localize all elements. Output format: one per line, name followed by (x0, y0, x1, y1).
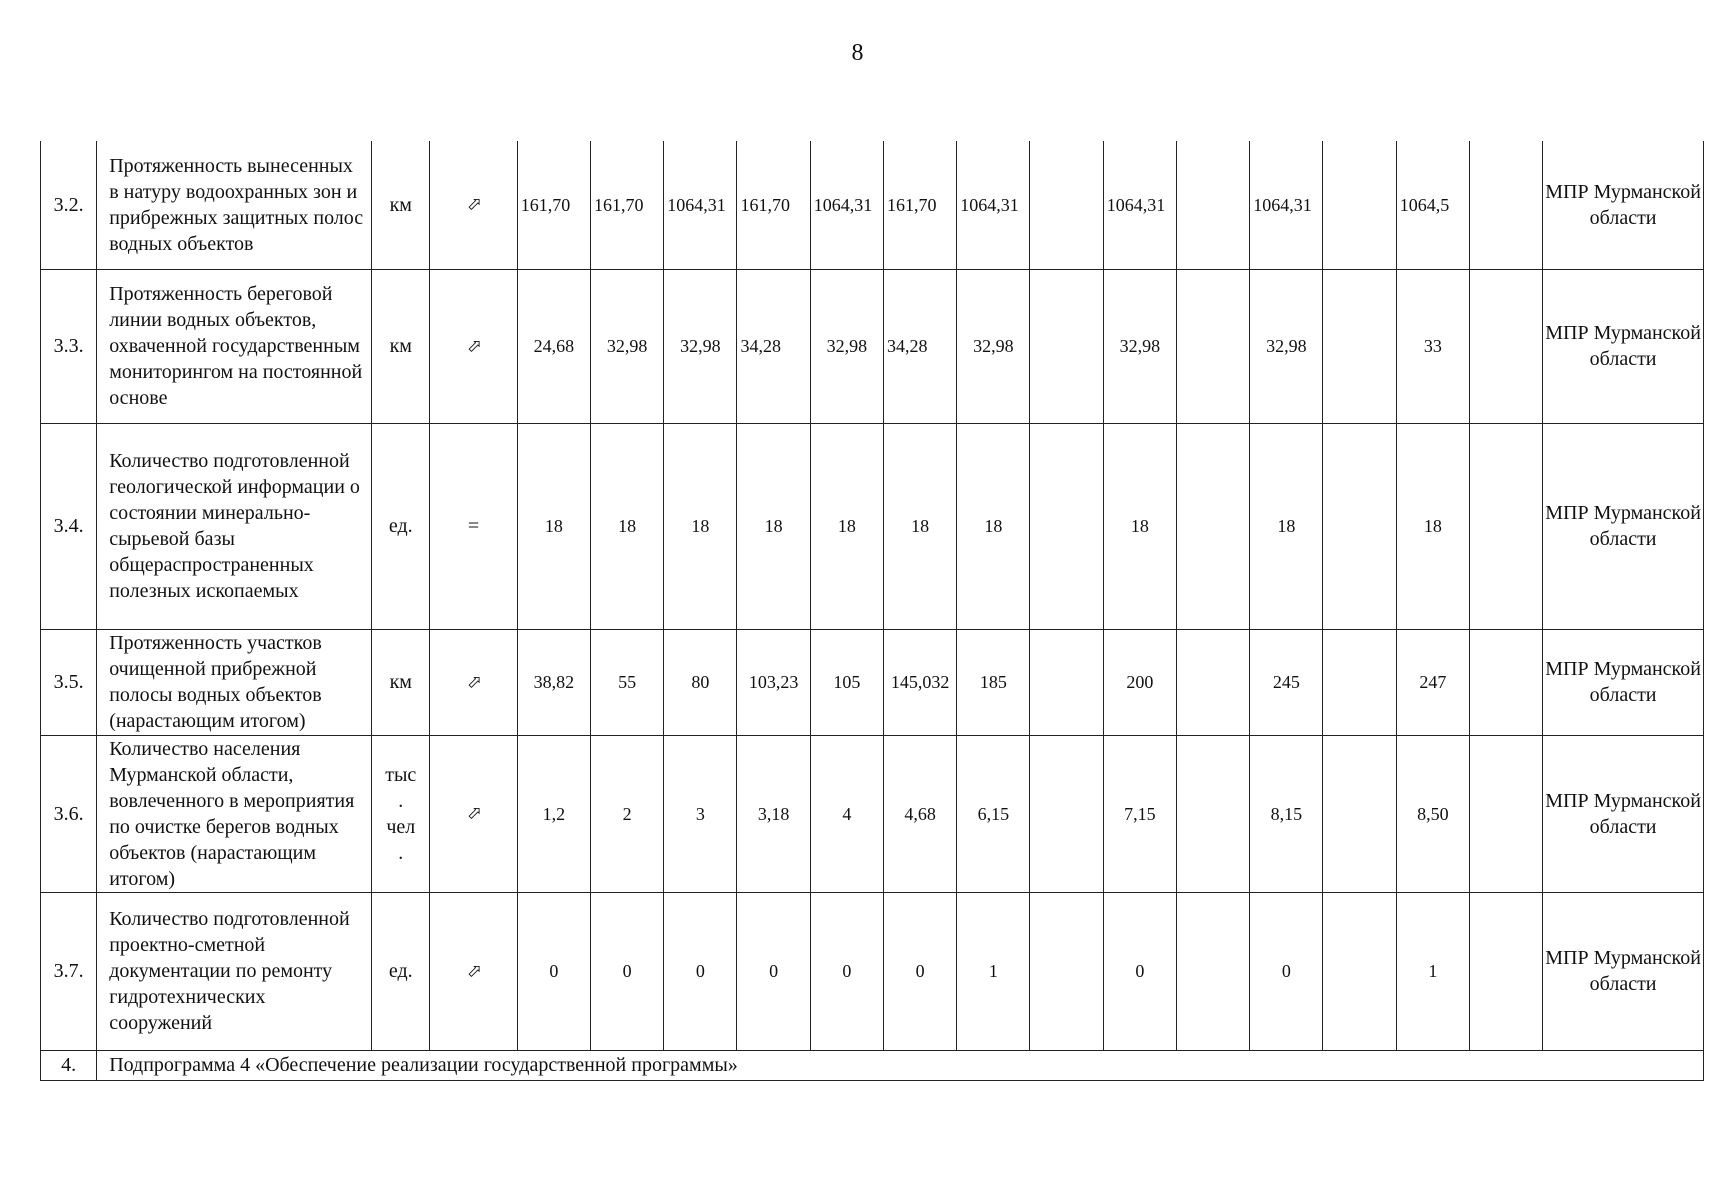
value-cell: 4,68 (883, 735, 956, 892)
value-cell: 6,15 (957, 735, 1030, 892)
trend-cell (430, 141, 517, 269)
value-cell (1469, 629, 1542, 735)
responsible: МПР Мурманской области (1543, 629, 1704, 735)
value-cell (1323, 892, 1396, 1050)
value-cell: 32,98 (957, 269, 1030, 423)
value-cell (1176, 269, 1249, 423)
trend-cell (430, 892, 517, 1050)
equals-icon: = (467, 515, 480, 537)
value-cell: 161,70 (883, 141, 956, 269)
indicator-name: Протяженность береговой линии водных объектов, охваченной государственным мониторингом на постоянной основе (97, 269, 372, 423)
value-cell: 18 (517, 423, 590, 629)
unit: км (372, 269, 430, 423)
trend-cell (430, 423, 517, 629)
value-cell: 161,70 (517, 141, 590, 269)
value-cell: 185 (957, 629, 1030, 735)
value-cell: 8,15 (1250, 735, 1323, 892)
value-cell: 7,15 (1103, 735, 1176, 892)
value-cell: 18 (883, 423, 956, 629)
value-cell: 103,23 (737, 629, 810, 735)
responsible: МПР Мурманской области (1543, 423, 1704, 629)
value-cell: 161,70 (737, 141, 810, 269)
value-cell: 0 (590, 892, 663, 1050)
unit: км (372, 629, 430, 735)
up-right-arrow-icon: ⇧ (461, 958, 487, 984)
subprogram-title: Подпрограмма 4 «Обеспечение реализации государственной программы» (97, 1050, 1704, 1080)
indicator-name: Протяженность вынесенных в натуру водоохранных зон и прибрежных защитных полос водных объектов (97, 141, 372, 269)
value-cell (1176, 141, 1249, 269)
value-cell: 1064,5 (1396, 141, 1469, 269)
value-cell: 4 (810, 735, 883, 892)
value-cell (1030, 629, 1103, 735)
value-cell: 18 (664, 423, 737, 629)
value-cell (1030, 141, 1103, 269)
value-cell: 1064,31 (1250, 141, 1323, 269)
row-number: 3.5. (41, 629, 97, 735)
indicator-name: Протяженность участков очищенной прибрежной полосы водных объектов (нарастающим итогом) (97, 629, 372, 735)
value-cell (1323, 735, 1396, 892)
value-cell (1176, 423, 1249, 629)
value-cell: 0 (664, 892, 737, 1050)
unit-line: . (398, 841, 404, 864)
value-cell: 18 (1250, 423, 1323, 629)
value-cell: 200 (1103, 629, 1176, 735)
value-cell: 2 (590, 735, 663, 892)
value-cell (1323, 141, 1396, 269)
unit-line: . (398, 789, 404, 812)
table-row (41, 141, 1704, 269)
value-cell (1030, 735, 1103, 892)
value-cell (1323, 269, 1396, 423)
value-cell: 105 (810, 629, 883, 735)
value-cell: 1064,31 (957, 141, 1030, 269)
table-row (41, 735, 1704, 892)
table-row (41, 892, 1704, 1050)
value-cell: 247 (1396, 629, 1469, 735)
indicator-name: Количество подготовленной проектно-сметной документации по ремонту гидротехнических сооружений (97, 892, 372, 1050)
value-cell: 0 (1250, 892, 1323, 1050)
row-number: 3.7. (41, 892, 97, 1050)
value-cell (1030, 269, 1103, 423)
value-cell: 32,98 (1103, 269, 1176, 423)
value-cell: 33 (1396, 269, 1469, 423)
indicator-name: Количество населения Мурманской области, вовлеченного в мероприятия по очистке берегов водных объектов (нарастающим итогом) (97, 735, 372, 892)
value-cell (1323, 629, 1396, 735)
up-right-arrow-icon: ⇧ (461, 333, 487, 359)
table-row (41, 423, 1704, 629)
value-cell: 161,70 (590, 141, 663, 269)
value-cell: 55 (590, 629, 663, 735)
up-right-arrow-icon: ⇧ (461, 669, 487, 695)
unit: км (372, 141, 430, 269)
responsible: МПР Мурманской области (1543, 269, 1704, 423)
row-number: 3.6. (41, 735, 97, 892)
value-cell: 1,2 (517, 735, 590, 892)
row-number: 3.3. (41, 269, 97, 423)
value-cell: 18 (1396, 423, 1469, 629)
value-cell: 32,98 (810, 269, 883, 423)
value-cell (1176, 735, 1249, 892)
responsible: МПР Мурманской области (1543, 141, 1704, 269)
responsible: МПР Мурманской области (1543, 735, 1704, 892)
value-cell: 0 (517, 892, 590, 1050)
unit: ед. (372, 892, 430, 1050)
value-cell: 0 (883, 892, 956, 1050)
value-cell: 18 (590, 423, 663, 629)
value-cell: 1064,31 (1103, 141, 1176, 269)
value-cell: 18 (957, 423, 1030, 629)
value-cell (1469, 892, 1542, 1050)
value-cell (1323, 423, 1396, 629)
indicator-name: Количество подготовленной геологической информации о состоянии минерально-сырьевой базы общераспространенных полезных ископаемых (97, 423, 372, 629)
trend-cell (430, 629, 517, 735)
value-cell: 0 (810, 892, 883, 1050)
subprogram-row (41, 1050, 1704, 1080)
value-cell: 1 (1396, 892, 1469, 1050)
unit-line: тыс (385, 763, 417, 786)
value-cell: 245 (1250, 629, 1323, 735)
value-cell: 0 (1103, 892, 1176, 1050)
value-cell: 1064,31 (810, 141, 883, 269)
value-cell: 32,98 (590, 269, 663, 423)
value-cell (1176, 629, 1249, 735)
value-cell (1469, 141, 1542, 269)
value-cell (1469, 269, 1542, 423)
value-cell: 3 (664, 735, 737, 892)
row-number: 3.2. (41, 141, 97, 269)
responsible: МПР Мурманской области (1543, 892, 1704, 1050)
value-cell (1030, 423, 1103, 629)
value-cell: 24,68 (517, 269, 590, 423)
value-cell: 145,032 (883, 629, 956, 735)
value-cell: 18 (1103, 423, 1176, 629)
value-cell: 80 (664, 629, 737, 735)
value-cell: 18 (737, 423, 810, 629)
unit: ед. (372, 423, 430, 629)
subprogram-number: 4. (41, 1050, 97, 1080)
table-row (41, 269, 1704, 423)
row-number: 3.4. (41, 423, 97, 629)
table-row (41, 629, 1704, 735)
value-cell: 1 (957, 892, 1030, 1050)
value-cell (1469, 423, 1542, 629)
up-right-arrow-icon: ⇧ (461, 192, 487, 218)
value-cell: 32,98 (664, 269, 737, 423)
up-right-arrow-icon: ⇧ (461, 800, 487, 827)
value-cell: 8,50 (1396, 735, 1469, 892)
value-cell: 32,98 (1250, 269, 1323, 423)
value-cell (1469, 735, 1542, 892)
value-cell: 34,28 (883, 269, 956, 423)
value-cell: 18 (810, 423, 883, 629)
value-cell: 1064,31 (664, 141, 737, 269)
value-cell: 0 (737, 892, 810, 1050)
value-cell: 38,82 (517, 629, 590, 735)
trend-cell (430, 735, 517, 892)
value-cell (1030, 892, 1103, 1050)
trend-cell (430, 269, 517, 423)
value-cell: 34,28 (737, 269, 810, 423)
value-cell (1176, 892, 1249, 1050)
unit (372, 735, 430, 892)
unit-line: чел (386, 815, 416, 838)
value-cell: 3,18 (737, 735, 810, 892)
indicators-table (40, 141, 1704, 1081)
page-number: 8 (851, 40, 864, 66)
